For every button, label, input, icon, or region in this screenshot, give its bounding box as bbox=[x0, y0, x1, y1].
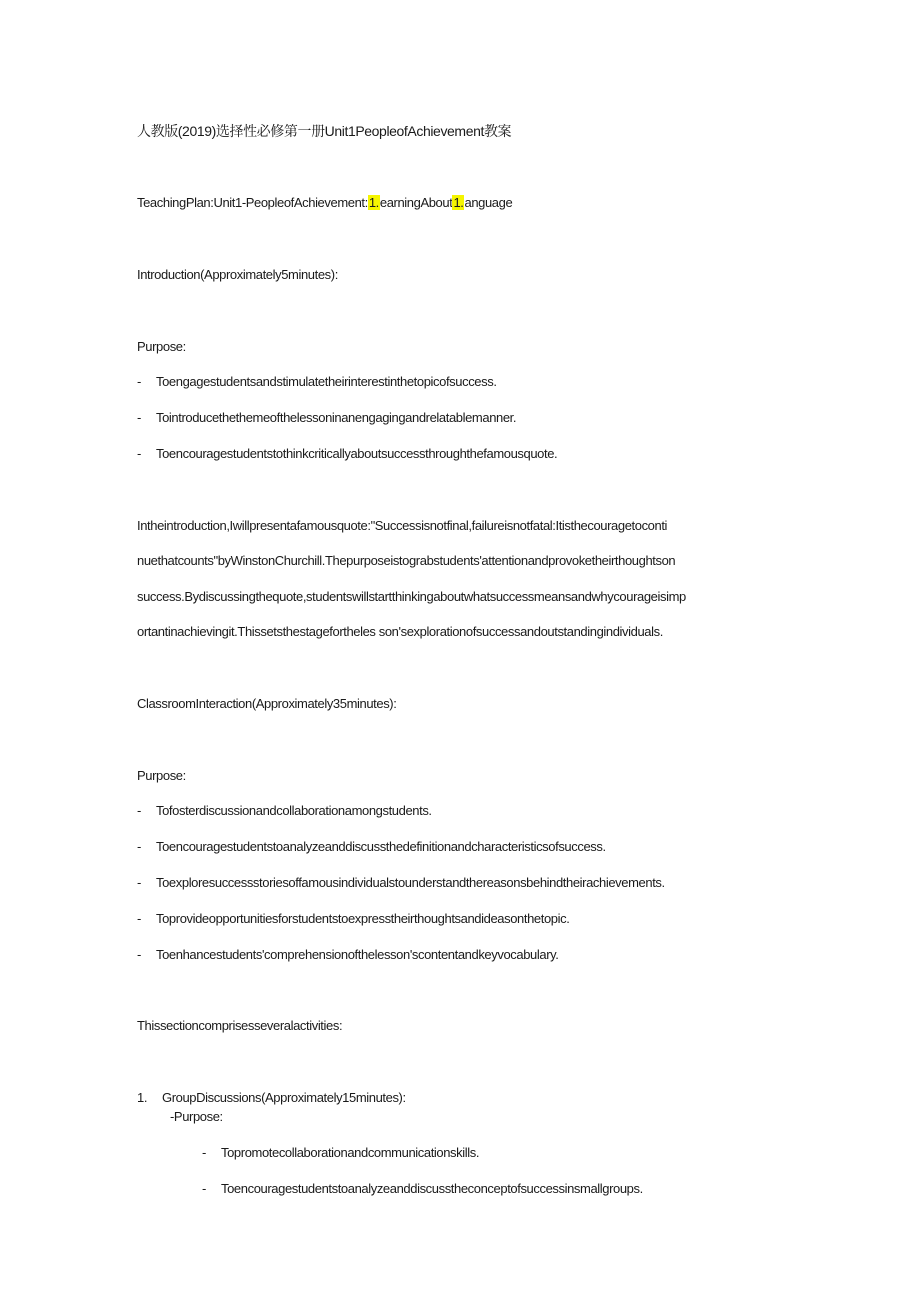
bullet-dash: - bbox=[137, 446, 141, 461]
list-item bbox=[202, 1144, 480, 1162]
intro-paragraph-line: ortantinachievingit.Thissetsthestagefortheles son'sexplorationofsuccessandoutstandingindividuals. bbox=[137, 624, 663, 639]
bullet-dash: - bbox=[137, 803, 141, 818]
teaching-plan-mid: earningAbout bbox=[379, 195, 453, 210]
list-item-text: Toenhancestudents'comprehensionofthelesson'scontentandkeyvocabulary. bbox=[156, 947, 559, 962]
teaching-plan-prefix: TeachingPlan:Unit1-PeopleofAchievement: bbox=[137, 195, 368, 210]
list-item-text: Toencouragestudentstoanalyzeanddiscusstheconceptofsuccessinsmallgroups. bbox=[221, 1181, 643, 1196]
list-item-text: Topromotecollaborationandcommunicationskills. bbox=[221, 1145, 480, 1160]
list-item-text: Toexploresuccessstoriesoffamousindividualstounderstandthereasonsbehindtheirachievements. bbox=[156, 875, 665, 890]
teaching-plan-suffix: anguage bbox=[464, 195, 513, 210]
list-item bbox=[137, 802, 432, 820]
intro-paragraph-line: Intheintroduction,Iwillpresentafamousquote:"Successisnotfinal,failureisnotfatal:Itisthecouragetoconti bbox=[137, 518, 668, 533]
list-item bbox=[137, 946, 559, 964]
bullet-dash: - bbox=[137, 374, 141, 389]
bullet-dash: - bbox=[137, 410, 141, 425]
intro-heading: Introduction(Approximately5minutes): bbox=[137, 267, 338, 282]
classroom-heading: ClassroomInteraction(Approximately35minutes): bbox=[137, 696, 397, 711]
purpose-label-intro: Purpose: bbox=[137, 339, 186, 354]
list-item-text: Toencouragestudentstothinkcriticallyaboutsuccessthroughthefamousquote. bbox=[156, 446, 558, 461]
group-number: 1. bbox=[137, 1090, 148, 1105]
group-purpose-label: -Purpose: bbox=[170, 1109, 223, 1124]
list-item bbox=[137, 838, 606, 856]
list-item-text: Tofosterdiscussionandcollaborationamongstudents. bbox=[156, 803, 432, 818]
list-item-text: Toencouragestudentstoanalyzeanddiscussthedefinitionandcharacteristicsofsuccess. bbox=[156, 839, 606, 854]
list-item-text: Tointroducethethemeofthelessoninanengagingandrelatablemanner. bbox=[156, 410, 517, 425]
bullet-dash: - bbox=[137, 839, 141, 854]
bullet-dash: - bbox=[137, 911, 141, 926]
bullet-dash: - bbox=[137, 947, 141, 962]
list-item bbox=[202, 1180, 643, 1198]
bullet-dash: - bbox=[137, 875, 141, 890]
list-item-text: Toprovideopportunitiesforstudentstoexpresstheirthoughtsandideasonthetopic. bbox=[156, 911, 570, 926]
purpose-label-classroom: Purpose: bbox=[137, 768, 186, 783]
list-item bbox=[137, 373, 497, 391]
list-item bbox=[137, 409, 517, 427]
highlight-mark-1: 1. bbox=[368, 195, 379, 210]
list-item-text: Toengagestudentsandstimulatetheirinterestinthetopicofsuccess. bbox=[156, 374, 497, 389]
intro-paragraph-line: success.Bydiscussingthequote,studentswillstartthinkingaboutwhatsuccessmeansandwhycourageisimp bbox=[137, 589, 686, 604]
bullet-dash: - bbox=[202, 1181, 206, 1196]
activities-intro: Thissectioncomprisesseveralactivities: bbox=[137, 1018, 343, 1033]
intro-paragraph-line: nuethatcounts"byWinstonChurchill.Thepurposeistograbstudents'attentionandprovoketheirthoughtson bbox=[137, 553, 676, 568]
document-title: 人教版(2019)选择性必修第一册Unit1PeopleofAchievement教案 bbox=[137, 123, 512, 139]
list-item bbox=[137, 910, 570, 928]
highlight-mark-2: 1. bbox=[453, 195, 464, 210]
teaching-plan-line bbox=[137, 194, 512, 212]
list-item bbox=[137, 874, 665, 892]
group-heading: GroupDiscussions(Approximately15minutes): bbox=[162, 1090, 406, 1105]
bullet-dash: - bbox=[202, 1145, 206, 1160]
list-item bbox=[137, 445, 558, 463]
